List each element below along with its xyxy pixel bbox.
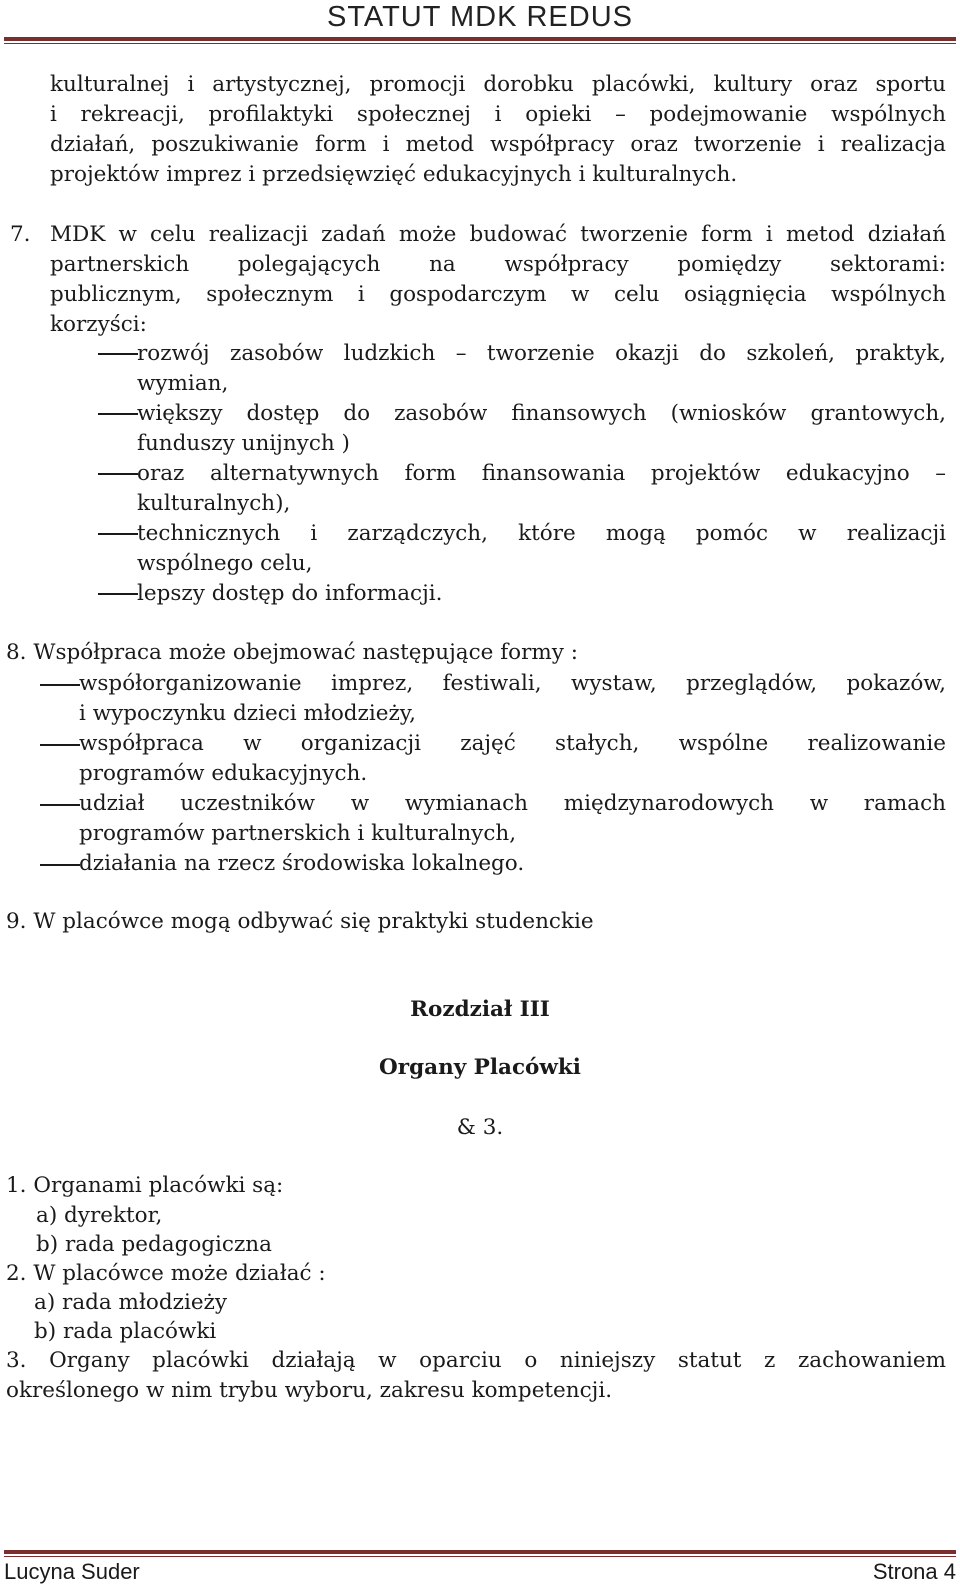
footer-rule-thin	[4, 1556, 956, 1557]
list-item	[137, 339, 946, 399]
chapter-subtitle: Organy Placówki	[379, 1055, 581, 1080]
list-item	[137, 459, 946, 519]
list-item	[137, 579, 946, 609]
text-line: kulturalnych),	[137, 491, 291, 516]
text-line: publicznym, społecznym i gospodarczym w celu osiągnięcia wspólnych	[50, 282, 946, 307]
text-line: oraz alternatywnych form finansowania projektów edukacyjno –	[137, 461, 946, 486]
footer-page-number: Strona 4	[872, 1559, 956, 1584]
section-number: & 3.	[456, 1115, 504, 1140]
text-line: działania na rzecz środowiska lokalnego.	[79, 851, 525, 876]
text-line: kulturalnej i artystycznej, promocji dorobku placówki, kultury oraz sportu	[50, 72, 946, 97]
dash-bullet	[98, 353, 138, 355]
point-9-text: 9. W placówce mogą odbywać się praktyki studenckie	[6, 909, 594, 934]
organs-item-2a: a) rada młodzieży	[34, 1290, 228, 1315]
text-line: lepszy dostęp do informacji.	[137, 581, 443, 606]
dash-bullet	[98, 593, 138, 595]
dash-bullet	[40, 804, 80, 806]
text-line: określonego w nim trybu wyboru, zakresu kompetencji.	[6, 1378, 613, 1403]
text-line: MDK w celu realizacji zadań może budować tworzenie form i metod działań	[50, 222, 946, 247]
organs-item-1b: b) rada pedagogiczna	[36, 1232, 272, 1257]
text-line: udział uczestników w wymianach międzynarodowych w ramach	[79, 791, 946, 816]
text-line: współorganizowanie imprez, festiwali, wystaw, przeglądów, pokazów,	[79, 671, 946, 696]
organs-point-2: 2. W placówce może działać :	[6, 1261, 326, 1286]
text-line: partnerskich polegających na współpracy pomiędzy sektorami:	[50, 252, 946, 277]
text-line: programów partnerskich i kulturalnych,	[79, 821, 517, 846]
text-line: technicznych i zarządczych, które mogą pomóc w realizacji	[137, 521, 946, 546]
text-line: korzyści:	[50, 312, 147, 337]
chapter-title: Rozdział III	[410, 997, 550, 1022]
list-item	[79, 729, 946, 789]
text-line: wspólnego celu,	[137, 551, 313, 576]
text-line: wymian,	[137, 371, 229, 396]
text-line: 3. Organy placówki działają w oparciu o niniejszy statut z zachowaniem	[6, 1348, 946, 1373]
text-line: programów edukacyjnych.	[79, 761, 368, 786]
text-line: i rekreacji, profilaktyki społecznej i opieki – podejmowanie wspólnych	[50, 102, 946, 127]
text-line: większy dostęp do zasobów finansowych (wniosków grantowych,	[137, 401, 946, 426]
dash-bullet	[98, 533, 138, 535]
list-item	[79, 789, 946, 849]
organs-item-1a: a) dyrektor,	[36, 1203, 163, 1228]
text-line: współpraca w organizacji zajęć stałych, wspólne realizowanie	[79, 731, 946, 756]
text-line: projektów imprez i przedsięwzięć edukacyjnych i kulturalnych.	[50, 162, 738, 187]
list-item	[79, 849, 946, 879]
point-8-text: 8. Współpraca może obejmować następujące formy :	[6, 640, 578, 665]
organs-point-1: 1. Organami placówki są:	[6, 1173, 284, 1198]
dash-bullet	[98, 473, 138, 475]
dash-bullet	[40, 744, 80, 746]
footer-author: Lucyna Suder	[4, 1559, 140, 1584]
list-item	[137, 399, 946, 459]
organs-item-2b: b) rada placówki	[34, 1319, 217, 1344]
point-7-paragraph	[50, 220, 946, 340]
dash-bullet	[40, 684, 80, 686]
intro-paragraph	[50, 70, 946, 190]
organs-point-3	[6, 1346, 946, 1406]
list-item	[79, 669, 946, 729]
dash-bullet	[98, 413, 138, 415]
text-line: i wypoczynku dzieci młodzieży,	[79, 701, 416, 726]
document-title: STATUT MDK REDUS	[326, 1, 633, 33]
point-7-number: 7.	[10, 222, 31, 247]
header-rule	[4, 37, 956, 41]
text-line: funduszy unijnych )	[137, 431, 350, 456]
text-line: działań, poszukiwanie form i metod współpracy oraz tworzenie i realizacja	[50, 132, 946, 157]
text-line: rozwój zasobów ludzkich – tworzenie okazji do szkoleń, praktyk,	[137, 341, 946, 366]
dash-bullet	[40, 864, 80, 866]
footer-rule	[4, 1550, 956, 1554]
list-item	[137, 519, 946, 579]
header-rule-thin	[4, 43, 956, 44]
